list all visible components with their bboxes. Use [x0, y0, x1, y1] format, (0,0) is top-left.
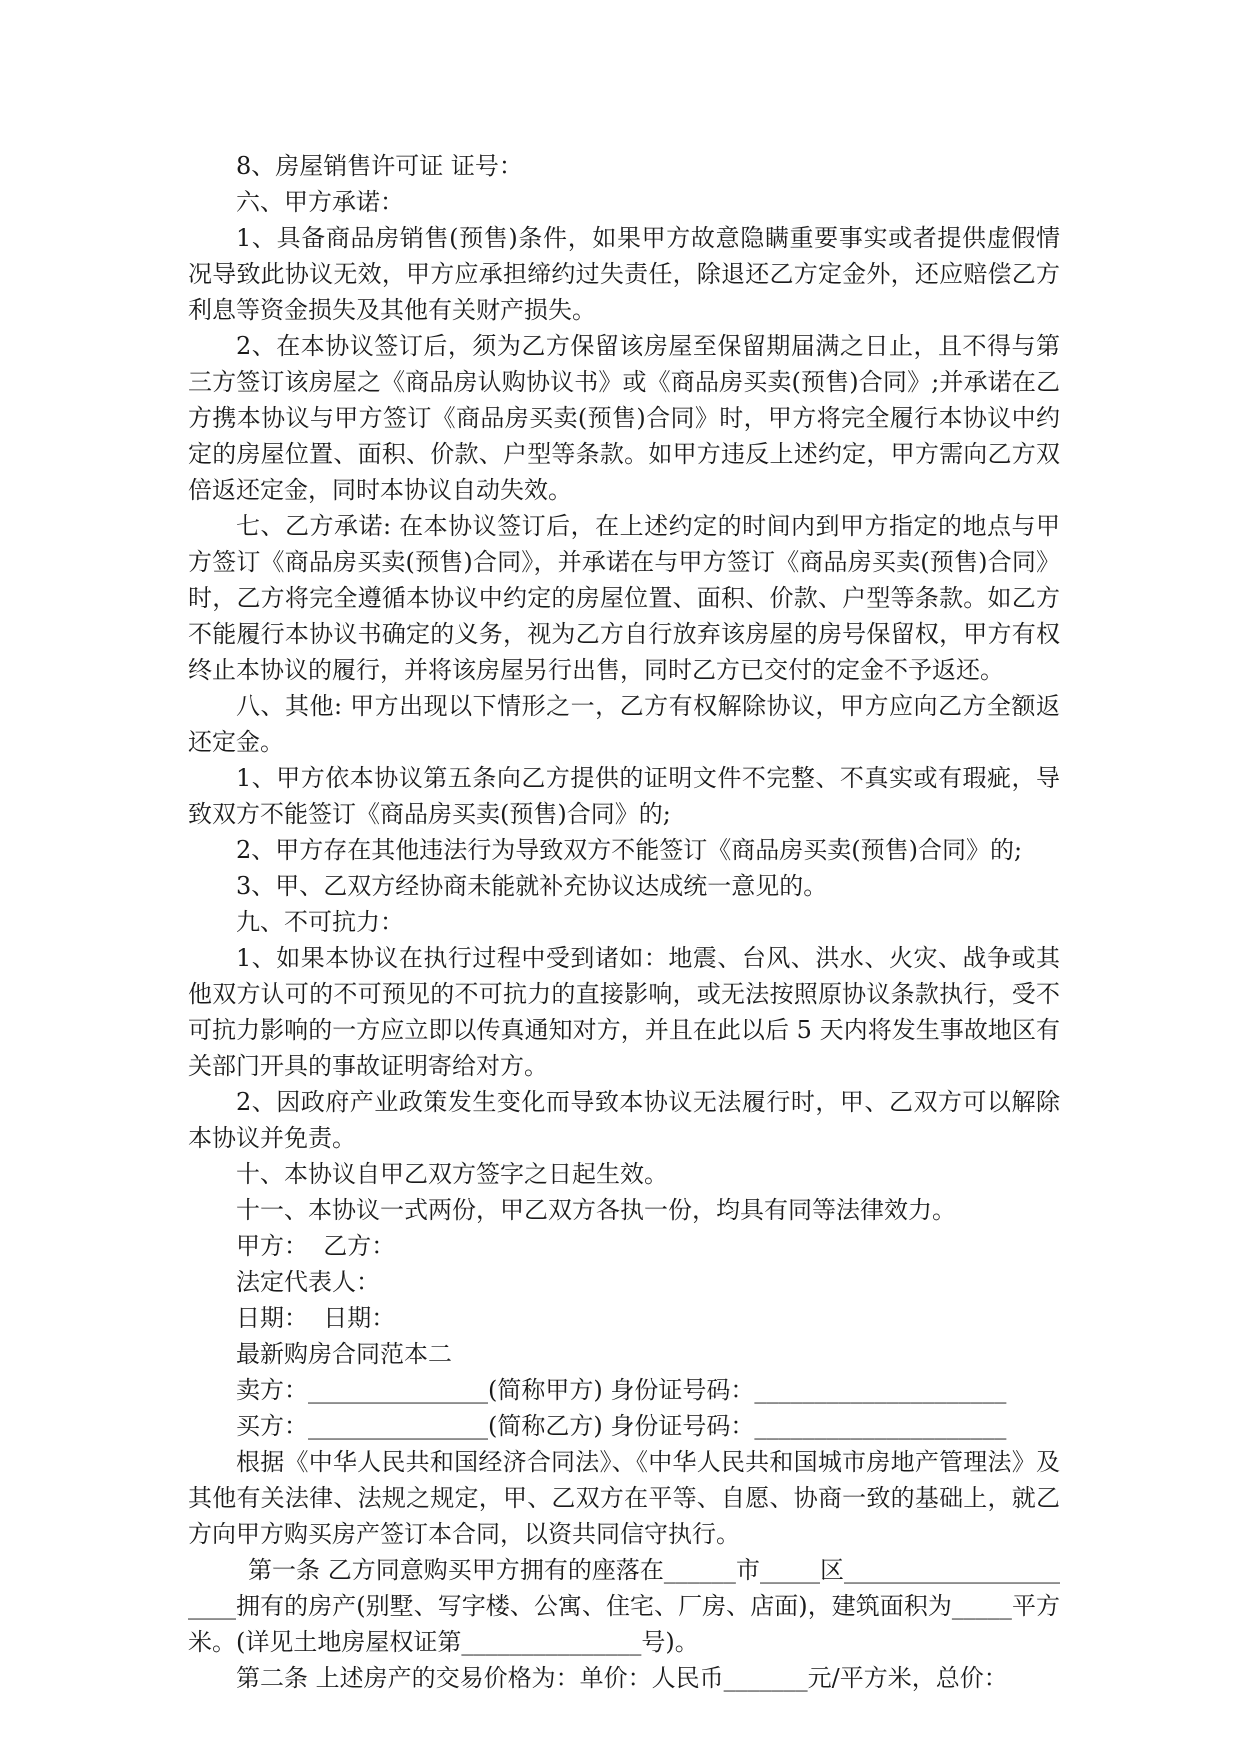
section-6-item-1: 1、具备商品房销售(预售)条件，如果甲方故意隐瞒重要事实或者提供虚假情况导致此协议无效，甲方应承担缔约过失责任，除退还乙方定金外，还应赔偿乙方利息等资金损失及其他有关财产损失。: [188, 224, 1060, 324]
section-11: 十一、本协议一式两份，甲乙双方各执一份，均具有同等法律效力。: [236, 1196, 956, 1224]
section-8-item-3: 3、甲、乙双方经协商未能就补充协议达成统一意见的。: [236, 872, 828, 900]
buyer-line: 买方：_______________(简称乙方) 身份证号码：_____________________: [236, 1412, 1007, 1440]
sales-permit-line: 8、房屋销售许可证 证号：: [236, 152, 523, 180]
article-1: 第一条 乙方同意购买甲方拥有的座落在______市_____区______________________拥有的房产(别墅、写字楼、公寓、住宅、厂房、店面)，建筑面积为_____平方米。(详见土地房屋权证第_______________号)。: [188, 1556, 1060, 1656]
seller-line: 卖方：_______________(简称甲方) 身份证号码：_____________________: [236, 1376, 1007, 1404]
section-6-heading: 六、甲方承诺：: [236, 188, 404, 216]
date-line: 日期： 日期：: [236, 1304, 396, 1332]
section-10: 十、本协议自甲乙双方签字之日起生效。: [236, 1160, 668, 1188]
section-9-item-1: 1、如果本协议在执行过程中受到诸如：地震、台风、洪水、火灾、战争或其他双方认可的不可预见的不可抗力的直接影响，或无法按照原协议条款执行，受不可抗力影响的一方应立即以传真通知对方，并且在此以后 5 天内将发生事故地区有关部门开具的事故证明寄给对方。: [188, 944, 1060, 1080]
party-signature-line: 甲方： 乙方：: [236, 1232, 396, 1260]
article-2: 第二条 上述房产的交易价格为：单价：人民币_______元/平方米，总价：: [236, 1664, 1008, 1692]
section-9-item-2: 2、因政府产业政策发生变化而导致本协议无法履行时，甲、乙双方可以解除本协议并免责。: [188, 1088, 1060, 1152]
section-9-heading: 九、不可抗力：: [236, 908, 404, 936]
legal-basis-paragraph: 根据《中华人民共和国经济合同法》、《中华人民共和国城市房地产管理法》及其他有关法律、法规之规定，甲、乙双方在平等、自愿、协商一致的基础上，就乙方向甲方购买房产签订本合同，以资共同信守执行。: [188, 1448, 1060, 1548]
legal-representative-line: 法定代表人：: [236, 1268, 380, 1296]
section-8: 八、其他: 甲方出现以下情形之一，乙方有权解除协议，甲方应向乙方全额返还定金。: [188, 692, 1060, 756]
section-8-item-2: 2、甲方存在其他违法行为导致双方不能签订《商品房买卖(预售)合同》的;: [236, 836, 1023, 864]
contract-2-title: 最新购房合同范本二: [236, 1340, 452, 1368]
document-body: [188, 148, 1060, 1696]
section-7: 七、乙方承诺: 在本协议签订后，在上述约定的时间内到甲方指定的地点与甲方签订《商品房买卖(预售)合同》，并承诺在与甲方签订《商品房买卖(预售)合同》时，乙方将完全遵循本协议中约定的房屋位置、面积、价款、户型等条款。如乙方不能履行本协议书确定的义务，视为乙方自行放弃该房屋的房号保留权，甲方有权终止本协议的履行，并将该房屋另行出售，同时乙方已交付的定金不予返还。: [188, 512, 1060, 684]
section-8-item-1: 1、甲方依本协议第五条向乙方提供的证明文件不完整、不真实或有瑕疵，导致双方不能签订《商品房买卖(预售)合同》的;: [188, 764, 1060, 828]
section-6-item-2: 2、在本协议签订后，须为乙方保留该房屋至保留期届满之日止，且不得与第三方签订该房屋之《商品房认购协议书》或《商品房买卖(预售)合同》;并承诺在乙方携本协议与甲方签订《商品房买卖(预售)合同》时，甲方将完全履行本协议中约定的房屋位置、面积、价款、户型等条款。如甲方违反上述约定，甲方需向乙方双倍返还定金，同时本协议自动失效。: [188, 332, 1060, 504]
